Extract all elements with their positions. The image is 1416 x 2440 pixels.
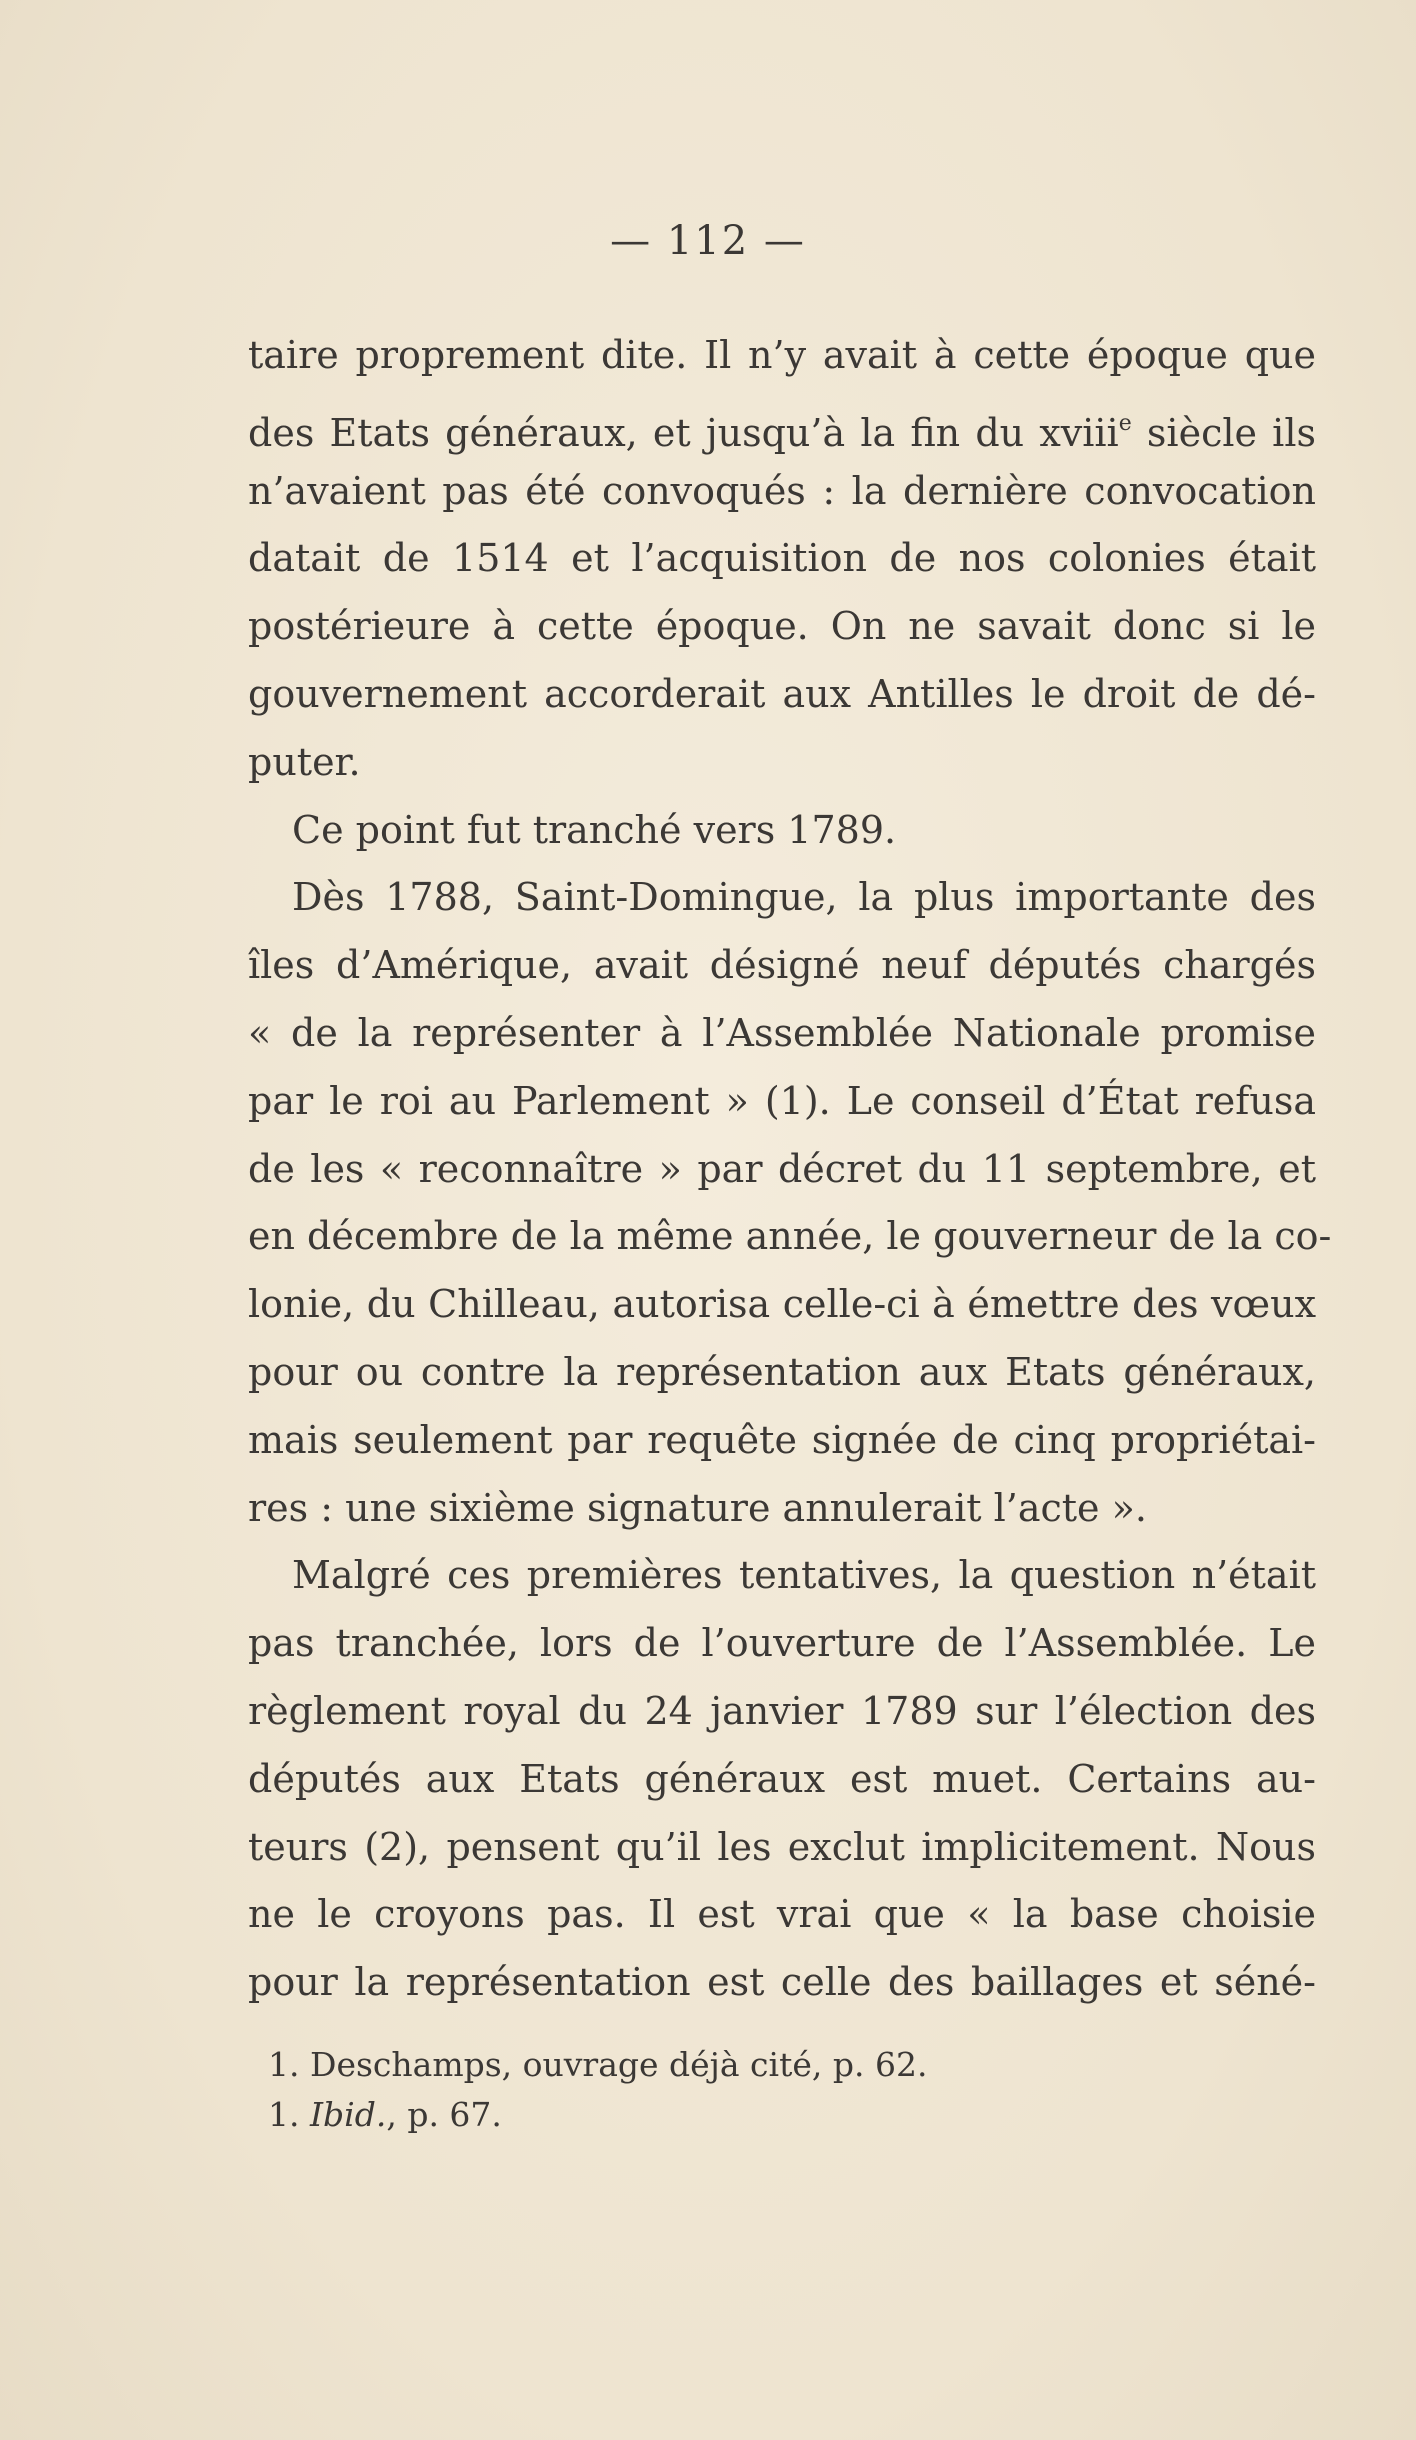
text-line: députés aux Etats généraux est muet. Certains au- <box>248 1756 1316 1801</box>
footnote <box>268 2040 968 2090</box>
page-number: — 112 — <box>610 218 806 264</box>
text-line: Ce point fut tranché vers 1789. <box>292 807 897 852</box>
text-line: puter. <box>248 739 361 784</box>
footnote-text: , p. 67. <box>386 2095 502 2134</box>
text-line: ne le croyons pas. Il est vrai que « la base choisie <box>248 1892 1316 1937</box>
body-text <box>248 322 1332 2017</box>
text-line: datait de 1514 et l’acquisition de nos colonies était <box>248 536 1316 581</box>
text-line: pour ou contre la représentation aux Etats généraux, <box>248 1349 1316 1394</box>
text-line: de les « reconnaître » par décret du 11 septembre, et <box>248 1146 1316 1191</box>
text-line: teurs (2), pensent qu’il les exclut implicitement. Nous <box>248 1824 1316 1869</box>
superscript: e <box>1118 410 1132 436</box>
text-line: « de la représenter à l’Assemblée Nationale promise <box>248 1010 1316 1055</box>
text-line: res : une sixième signature annulerait l’acte ». <box>248 1485 1147 1530</box>
text-line: n’avaient pas été convoqués : la dernière convocation <box>248 468 1316 513</box>
text-line: Malgré ces premières tentatives, la question n’était <box>292 1553 1316 1598</box>
text-line: gouvernement accorderait aux Antilles le droit de dé- <box>248 671 1316 716</box>
text-span: des Etats généraux, et jusqu’à la fin du xviii <box>248 410 1119 455</box>
text-line: Dès 1788, Saint-Domingue, la plus importante des <box>292 875 1316 920</box>
footnote <box>268 2090 968 2140</box>
text-line: règlement royal du 24 janvier 1789 sur l’élection des <box>248 1688 1316 1733</box>
footnote-text: Deschamps, ouvrage déjà cité, p. 62. <box>299 2045 928 2084</box>
text-line: îles d’Amérique, avait désigné neuf députés chargés <box>248 943 1316 988</box>
footnote-marker: 1. <box>268 2095 300 2134</box>
footnote-marker: 1. <box>268 2045 300 2084</box>
text-line: taire proprement dite. Il n’y avait à cette époque que <box>248 333 1316 377</box>
text-line: en décembre de la même année, le gouverneur de la co- <box>248 1214 1332 1259</box>
footnotes <box>268 2040 968 2140</box>
text-line <box>248 390 1316 458</box>
text-line: mais seulement par requête signée de cinq propriétai- <box>248 1417 1316 1462</box>
text-line: pour la représentation est celle des baillages et séné- <box>248 1960 1316 2005</box>
text-span: siècle ils <box>1131 410 1316 455</box>
text-line: lonie, du Chilleau, autorisa celle-ci à émettre des vœux <box>248 1282 1316 1327</box>
text-line: par le roi au Parlement » (1). Le conseil d’État refusa <box>248 1078 1316 1123</box>
footnote-source: Ibid. <box>310 2095 387 2134</box>
text-line: pas tranchée, lors de l’ouverture de l’Assemblée. Le <box>248 1621 1316 1666</box>
text-line: postérieure à cette époque. On ne savait donc si le <box>248 604 1316 649</box>
